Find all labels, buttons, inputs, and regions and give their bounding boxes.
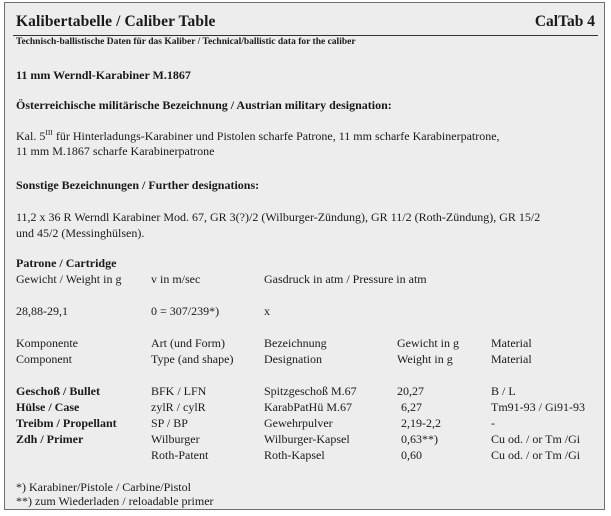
further-designations-heading: Sonstige Bezeichnungen / Further designations: <box>16 178 260 192</box>
col-header-component-de: Komponente <box>16 336 78 350</box>
row-case-type: zylR / cylR <box>151 400 206 414</box>
cartridge-heading: Patrone / Cartridge <box>16 256 117 270</box>
row-primer-component: Zdh / Primer <box>16 432 84 446</box>
military-designation-heading: Österreichische militärische Bezeichnung / Austrian military designation: <box>16 98 392 112</box>
row-primer-type: Wilburger <box>151 432 200 446</box>
col-header-weight-en: Weight in g <box>397 352 453 366</box>
row-primer-alt-weight: 0,60 <box>401 448 422 462</box>
row-primer-weight: 0,63**) <box>401 432 438 446</box>
caliber-name: 11 mm Werndl-Karabiner M.1867 <box>16 68 191 82</box>
col-header-designation-en: Designation <box>264 352 322 366</box>
row-bullet-component: Geschoß / Bullet <box>16 384 101 398</box>
row-bullet-type: BFK / LFN <box>151 384 207 398</box>
military-designation-line-1 <box>16 128 500 144</box>
row-case-weight: 6,27 <box>401 400 422 414</box>
col-header-type-de: Art (und Form) <box>151 336 225 350</box>
row-bullet-weight: 20,27 <box>397 384 424 398</box>
row-primer-material: Cu od. / or Tm /Gi <box>491 432 581 446</box>
cartridge-pressure-header: Gasdruck in atm / Pressure in atm <box>264 272 427 286</box>
military-line-rest: für Hinterladungs-Karabiner und Pistolen scharfe Patrone, 11 mm scharfe Karabinerpatrone, <box>52 129 500 143</box>
row-primer-alt-material: Cu od. / or Tm /Gi <box>491 448 581 462</box>
footnote-1: *) Karabiner/Pistole / Carbine/Pistol <box>16 480 191 494</box>
page-title: Kalibertabelle / Caliber Table <box>16 13 216 30</box>
row-propellant-type: SP / BP <box>151 416 188 430</box>
row-case-component: Hülse / Case <box>16 400 80 414</box>
cartridge-velocity-header: v in m/sec <box>151 272 201 286</box>
row-case-material: Tm91-93 / Gi91-93 <box>491 400 585 414</box>
table-code: CalTab 4 <box>534 13 595 30</box>
cartridge-weight-value: 28,88-29,1 <box>16 304 68 318</box>
col-header-material-en: Material <box>491 352 532 366</box>
row-propellant-component: Treibm / Propellant <box>16 416 117 430</box>
military-designation-line-2: 11 mm M.1867 scharfe Karabinerpatrone <box>16 144 215 158</box>
row-propellant-designation: Gewehrpulver <box>264 416 333 430</box>
further-designations-line-1: 11,2 x 36 R Werndl Karabiner Mod. 67, GR 3(?)/2 (Wilburger-Zündung), GR 11/2 (Roth-Zündung), GR 15/2 <box>16 210 541 224</box>
row-propellant-material: - <box>491 416 495 430</box>
col-header-material-de: Material <box>491 336 532 350</box>
row-case-designation: KarabPatHü M.67 <box>264 400 352 414</box>
row-bullet-designation: Spitzgeschoß M.67 <box>264 384 357 398</box>
military-line-superscript: III <box>45 128 53 137</box>
cartridge-weight-header: Gewicht / Weight in g <box>16 272 122 286</box>
title-divider <box>13 35 598 36</box>
footnote-2: **) zum Wiederladen / reloadable primer <box>16 494 214 508</box>
cartridge-velocity-value: 0 = 307/239*) <box>151 304 220 318</box>
col-header-designation-de: Bezeichnung <box>264 336 327 350</box>
row-propellant-weight: 2,19-2,2 <box>401 416 441 430</box>
page-subtitle: Technisch-ballistische Daten für das Kaliber / Technical/ballistic data for the caliber <box>16 37 356 47</box>
col-header-weight-de: Gewicht in g <box>397 336 459 350</box>
row-primer-alt-type: Roth-Patent <box>151 448 209 462</box>
further-designations-line-2: und 45/2 (Messinghülsen). <box>16 226 145 240</box>
col-header-component-en: Component <box>16 352 72 366</box>
military-line-prefix: Kal. 5 <box>16 129 46 143</box>
row-primer-alt-designation: Roth-Kapsel <box>264 448 325 462</box>
row-primer-designation: Wilburger-Kapsel <box>264 432 350 446</box>
caliber-table-sheet <box>4 2 605 510</box>
row-bullet-material: B / L <box>491 384 516 398</box>
col-header-type-en: Type (and shape) <box>151 352 234 366</box>
cartridge-pressure-value: x <box>264 304 270 318</box>
